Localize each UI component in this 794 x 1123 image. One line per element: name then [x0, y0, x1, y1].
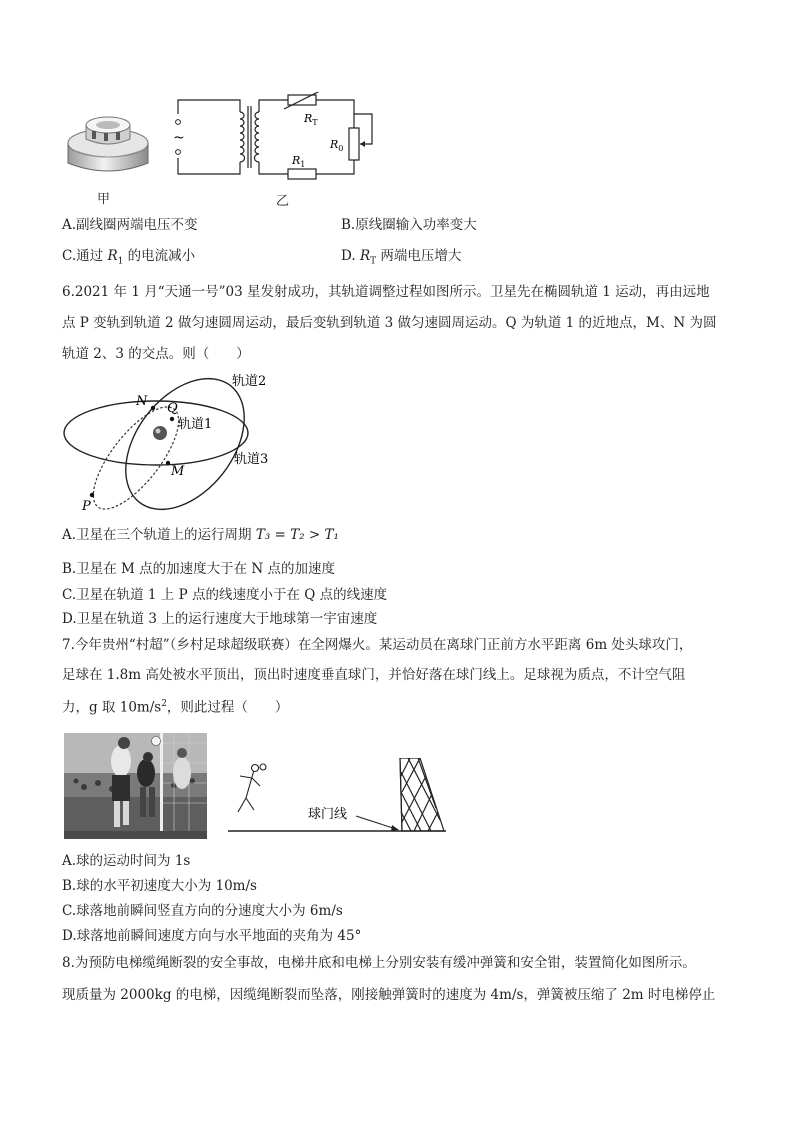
orbit-label-1: 轨道1	[178, 417, 213, 432]
svg-text:R0	[329, 138, 343, 153]
smoke-detector-photo	[62, 105, 154, 185]
q5-option-d: D. $R_T$ 两端电压增大	[341, 248, 462, 267]
label-r1: R	[292, 154, 301, 167]
q6-option-a: A.卫星在三个轨道上的运行周期 T₃ = T₂ > T₁	[62, 527, 339, 543]
q8-stem-line2: 现质量为 2000kg 的电梯，因缆绳断裂而坠落，刚接触弹簧时的速度为 4m/s，弹簧被压缩了 2m 时电梯停止	[62, 987, 716, 1003]
q7-stem-line1: 7.今年贵州“村超”（乡村足球超级联赛）在全网爆火。某运动员在离球门正前方水平距离 6m 处头球攻门，	[62, 637, 693, 653]
goal-line-label: 球门线	[308, 807, 348, 822]
q5-option-b: B.原线圈输入功率变大	[341, 217, 477, 233]
soccer-header-photo	[64, 733, 207, 839]
q6-option-c: C.卫星在轨道 1 上 P 点的线速度小于在 Q 点的线速度	[62, 587, 388, 603]
orbit-diagram	[62, 368, 292, 518]
q7-option-a: A.球的运动时间为 1s	[62, 853, 191, 869]
figure-label-jia: 甲	[97, 192, 111, 207]
label-r0: R	[330, 138, 339, 151]
label-r1-sub: 1	[300, 160, 306, 169]
q6-stem-line1: 6.2021 年 1 月“天通一号”03 星发射成功，其轨道调整过程如图所示。卫星先在椭圆轨道 1 运动，再由远地	[62, 284, 710, 300]
q6-stem-line3: 轨道 2、3 的交点。则（ ）	[62, 346, 250, 362]
q7-option-b: B.球的水平初速度大小为 10m/s	[62, 878, 257, 894]
ac-symbol: ~	[173, 130, 185, 146]
transformer-circuit-diagram	[164, 92, 390, 187]
svg-text:R1	[291, 154, 305, 169]
q7-stem-line2: 足球在 1.8m 高处被水平顶出，顶出时速度垂直球门，并恰好落在球门线上。足球视为质点，不计空气阻	[62, 667, 686, 683]
orbit-point-m: M	[171, 464, 185, 479]
figure-label-yi: 乙	[276, 194, 290, 209]
orbit-point-p: P	[82, 499, 91, 514]
q7-option-c: C.球落地前瞬间竖直方向的分速度大小为 6m/s	[62, 903, 343, 919]
goal-line-diagram	[224, 758, 452, 838]
q6-option-d: D.卫星在轨道 3 上的运行速度大于地球第一宇宙速度	[62, 611, 378, 627]
orbit-point-q: Q	[167, 401, 178, 416]
svg-text:RT	[303, 112, 318, 127]
q8-stem-line1: 8.为预防电梯缆绳断裂的安全事故，电梯井底和电梯上分别安装有缓冲弹簧和安全钳，装置简化如图所示。	[62, 955, 696, 971]
q7-option-d: D.球落地前瞬间速度方向与水平地面的夹角为 45°	[62, 928, 362, 944]
orbit-label-2: 轨道2	[232, 374, 267, 389]
q5-option-a: A.副线圈两端电压不变	[62, 217, 198, 233]
orbit-point-n: N	[136, 394, 148, 409]
label-rt-sub: T	[312, 118, 318, 127]
label-rt: R	[304, 112, 313, 125]
q5-option-c: C.通过 $R_1$ 的电流减小	[62, 248, 196, 267]
label-r0-sub: 0	[338, 144, 344, 153]
q6-option-b: B.卫星在 M 点的加速度大于在 N 点的加速度	[62, 561, 336, 577]
orbit-label-3: 轨道3	[234, 452, 269, 467]
q7-stem-line3: 力，g 取 $10m/s^2$，则此过程（ ）	[62, 699, 289, 716]
q6-stem-line2: 点 P 变轨到轨道 2 做匀速圆周运动，最后变轨到轨道 3 做匀速圆周运动。Q 为轨道 1 的近地点，M、N 为圆	[62, 315, 717, 331]
